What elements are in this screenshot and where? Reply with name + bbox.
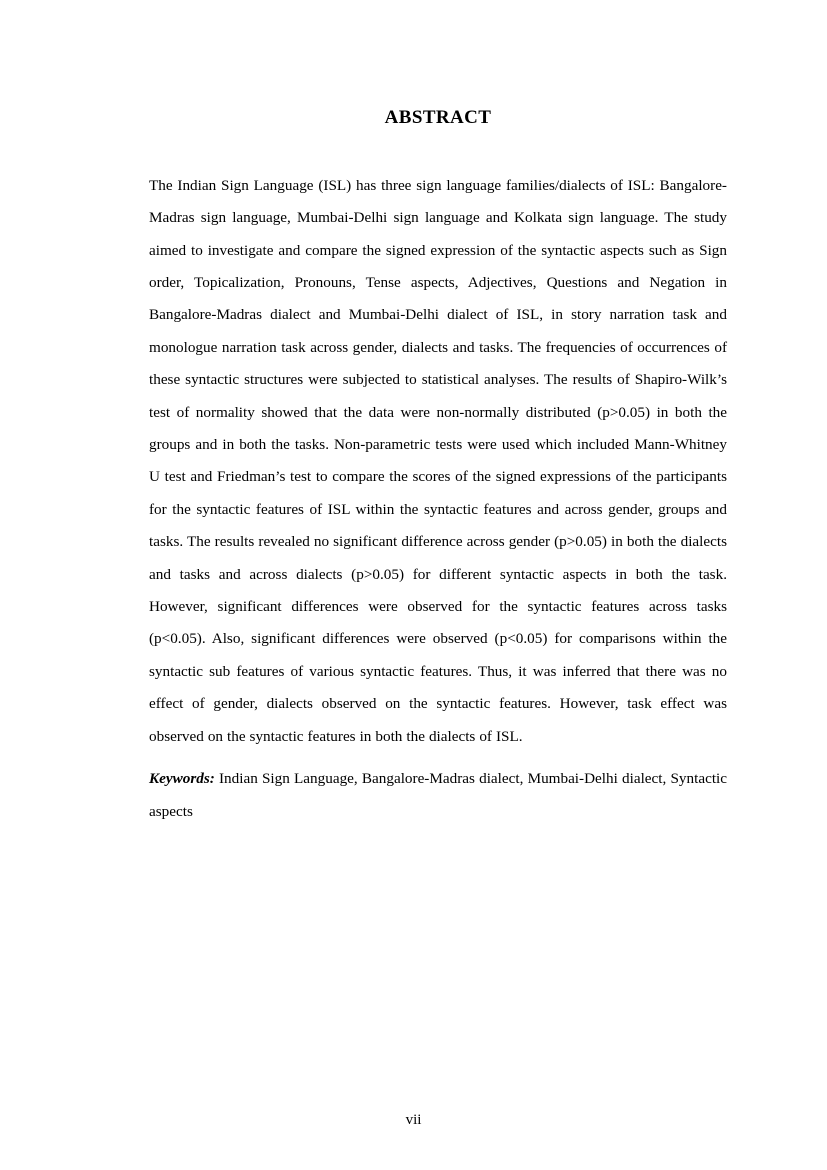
keywords-paragraph: [149, 753, 727, 828]
page-title: ABSTRACT: [384, 107, 492, 128]
page-number-footer: vii: [405, 1112, 422, 1128]
abstract-body-text: The Indian Sign Language (ISL) has three sign language families/dialects of ISL: Bangalore-Madras sign language, Mumbai-Delhi sign language and Kolkata sign language. The study aimed to investigate and compare the signed expression of the syntactic aspects such as Sign order, Topicalization, Pronouns, Tense aspects, Adjectives, Questions and Negation in Bangalore-Madras dialect and Mumbai-Delhi dialect of ISL, in story narration task and monologue narration task across gender, dialects and tasks. The frequencies of occurrences of these syntactic structures were subjected to statistical analyses. The results of Shapiro-Wilk’s test of normality showed that the data were non-normally distributed (p>0.05) in both the groups and in both the tasks. Non-parametric tests were used which included Mann-Whitney U test and Friedman’s test to compare the scores of the signed expressions of the participants for the syntactic features of ISL within the syntactic features and across gender, groups and tasks. The results revealed no significant difference across gender (p>0.05) in both the dialects and tasks and across dialects (p>0.05) for different syntactic aspects in both the task. However, significant differences were observed for the syntactic features across tasks (p<0.05). Also, significant differences were observed (p<0.05) for comparisons within the syntactic sub features of various syntactic features. Thus, it was inferred that there was no effect of gender, dialects observed on the syntactic features. However, task effect was observed on the syntactic features in both the dialects of ISL.: [149, 176, 727, 745]
keywords-label: Keywords:: [149, 770, 215, 788]
page-content: [149, 0, 727, 828]
keywords-list: Indian Sign Language, Bangalore-Madras dialect, Mumbai-Delhi dialect, Syntactic aspects: [149, 770, 727, 820]
